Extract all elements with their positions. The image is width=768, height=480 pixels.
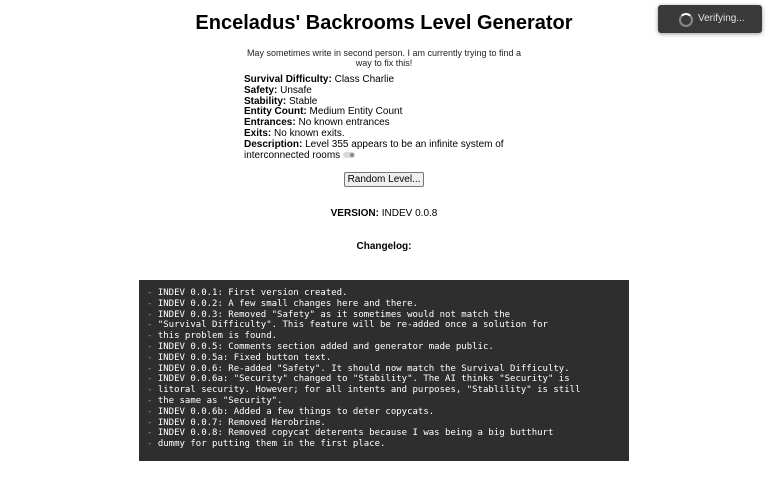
stability-value: Stable xyxy=(289,95,318,107)
list-item-text: INDEV 0.0.2: A few small changes here and there. xyxy=(157,298,418,309)
entrances-value: No known entrances xyxy=(298,117,390,129)
changelog-list xyxy=(139,280,629,461)
list-item xyxy=(147,288,629,299)
exits-label: Exits: xyxy=(244,127,272,139)
description-row xyxy=(244,140,504,162)
list-bullet: - xyxy=(147,406,153,417)
list-bullet: - xyxy=(147,352,153,363)
list-bullet: - xyxy=(147,298,153,309)
list-item-text: "Survival Difficulty". This feature will be re-added once a solution for xyxy=(157,320,548,331)
list-item xyxy=(147,396,629,407)
safety-value: Unsafe xyxy=(280,84,312,96)
list-item xyxy=(147,374,629,385)
version-label: VERSION: xyxy=(330,208,379,219)
list-bullet: - xyxy=(147,439,153,450)
list-item xyxy=(147,342,629,353)
list-item-text: INDEV 0.0.6: Re-added "Safety". It should now match the Survival Difficulty. xyxy=(157,363,570,374)
list-item xyxy=(147,331,629,342)
exits-value: No known exits. xyxy=(274,127,345,139)
list-item xyxy=(147,299,629,310)
list-item xyxy=(147,320,629,331)
list-item xyxy=(147,418,629,429)
version-line xyxy=(0,208,768,219)
spinner-icon xyxy=(679,13,693,27)
entrances-label: Entrances: xyxy=(244,117,296,129)
safety-label: Safety: xyxy=(244,84,278,96)
toggle-icon[interactable] xyxy=(343,152,355,158)
version-value: INDEV 0.0.8 xyxy=(381,208,438,219)
list-item-text: INDEV 0.0.5a: Fixed button text. xyxy=(157,352,332,363)
list-item xyxy=(147,428,629,439)
list-bullet: - xyxy=(147,428,153,439)
list-bullet: - xyxy=(147,385,153,396)
list-item-text: litoral security. However; for all intents and purposes, "Stablility" is still xyxy=(157,385,581,396)
stability-label: Stability: xyxy=(244,95,287,107)
list-bullet: - xyxy=(147,374,153,385)
description-label: Description: xyxy=(244,138,303,150)
list-item xyxy=(147,353,629,364)
list-item-text: INDEV 0.0.8: Removed copycat deterents because I was being a big butthurt xyxy=(157,428,554,439)
list-item-text: INDEV 0.0.6a: "Security" changed to "Stability". The AI thinks "Security" is xyxy=(157,374,570,385)
random-level-button[interactable]: Random Level... xyxy=(344,172,424,187)
list-bullet: - xyxy=(147,341,153,352)
writing-notice: May sometimes write in second person. I am currently trying to find a way to fix this! xyxy=(246,48,522,68)
list-item xyxy=(147,310,629,321)
list-item xyxy=(147,385,629,396)
list-item-text: the same as "Security". xyxy=(157,395,283,406)
list-bullet: - xyxy=(147,288,153,298)
survival-difficulty-value: Class Charlie xyxy=(334,74,395,85)
list-bullet: - xyxy=(147,363,153,374)
list-item xyxy=(147,364,629,375)
list-item xyxy=(147,439,629,450)
entity-count-value: Medium Entity Count xyxy=(309,106,403,118)
list-bullet: - xyxy=(147,395,153,406)
list-bullet: - xyxy=(147,320,153,331)
list-bullet: - xyxy=(147,309,153,320)
verification-toast xyxy=(658,5,762,33)
changelog-heading: Changelog: xyxy=(356,241,412,252)
description-value: Level 355 appears to be an infinite system of interconnected rooms xyxy=(244,138,504,161)
level-info xyxy=(244,75,504,161)
entity-count-label: Entity Count: xyxy=(244,106,307,118)
list-item-text: INDEV 0.0.7: Removed Herobrine. xyxy=(157,417,326,428)
list-item-text: INDEV 0.0.1: First version created. xyxy=(157,288,348,298)
survival-difficulty-label: Survival Difficulty: xyxy=(244,74,332,85)
toast-text: Verifying... xyxy=(698,13,745,24)
list-item-text: INDEV 0.0.5: Comments section added and generator made public. xyxy=(157,341,494,352)
page-title: Enceladus' Backrooms Level Generator xyxy=(195,12,573,34)
list-item-text: dummy for putting them in the first place. xyxy=(157,439,386,450)
list-item-text: this problem is found. xyxy=(157,331,278,342)
list-item-text: INDEV 0.0.6b: Added a few things to deter copycats. xyxy=(157,406,435,417)
list-bullet: - xyxy=(147,331,153,342)
list-bullet: - xyxy=(147,417,153,428)
list-item xyxy=(147,407,629,418)
list-item-text: INDEV 0.0.3: Removed "Safety" as it sometimes would not match the xyxy=(157,309,511,320)
